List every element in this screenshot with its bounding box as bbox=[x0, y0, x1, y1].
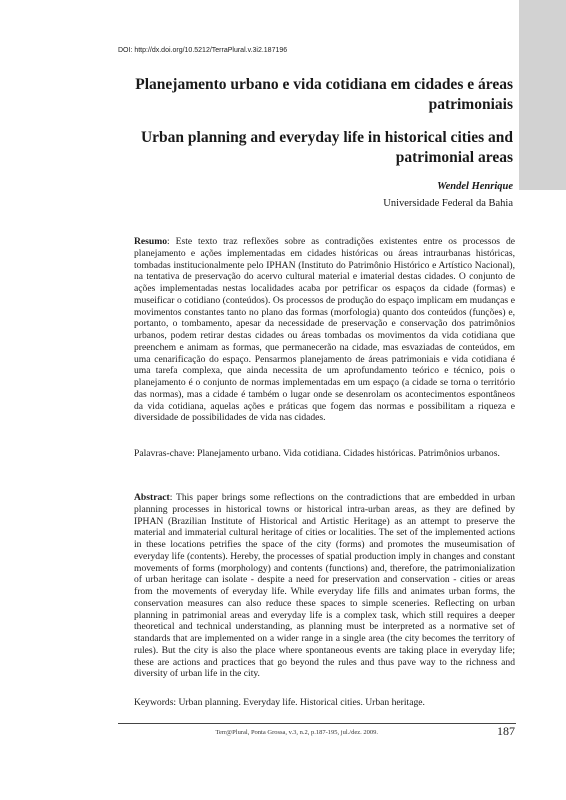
abstract-text: : This paper brings some reflections on the contradictions that are embedded in urban planning processes in historical towns or historical intra-urban areas, as they are defined by IPHAN (Brazilian Institute of Historical and Artistic Heritage) as an attempt to preserve the material and immaterial cultural heritage of cities or localities. The set of the implemented actions in these locations petrifies the space of the city (forms) and promotes the museumisation of everyday life (contents). Hereby, the processes of spatial production imply in changes and constant movements of forms (morphology) and contents (functions) and, therefore, the patrimonialization of urban heritage can isolate - despite a need for preservation and conservation - cities or areas from the movements of everyday life. While everyday life fills and animates urban forms, the conservation measures can also reduce these spaces to simple sceneries. Reflecting on urban planning in patrimonial areas and everyday life is a complex task, which still requires a deeper theoretical and technical understanding, as planning must be interpreted as a normative set of standards that are implemented on a wider range in a single area (the city becomes the territory of rules). But the city is also the place where spontaneous events are taking place in everyday life; these are actions and practices that go beyond the rules and thus pave way to the richness and diversity of urban life in the city. bbox=[134, 492, 515, 680]
abstract-paragraph bbox=[134, 492, 515, 680]
title-english: Urban planning and everyday life in historical cities and patrimonial areas bbox=[140, 129, 513, 166]
page-number: 187 bbox=[497, 724, 515, 738]
keywords: Keywords: Urban planning. Everyday life. Historical cities. Urban heritage. bbox=[134, 697, 425, 708]
resumo-paragraph bbox=[134, 236, 515, 424]
side-band bbox=[519, 0, 566, 190]
title-portuguese: Planejamento urbano e vida cotidiana em cidades e áreas patrimoniais bbox=[135, 76, 513, 113]
doi-line[interactable]: DOI: http://dx.doi.org/10.5212/TerraPlural.v.3i2.187196 bbox=[118, 47, 288, 54]
palavras-chave: Palavras-chave: Planejamento urbano. Vida cotidiana. Cidades históricas. Patrimônios urbanos. bbox=[134, 448, 500, 459]
footer-citation: Terr@Plural, Ponta Grossa, v.3, n.2, p.187-195, jul./dez. 2009. bbox=[215, 729, 378, 736]
abstract-label: Abstract bbox=[134, 492, 170, 503]
resumo-text: : Este texto traz reflexões sobre as contradições existentes entre os processos de planejamento e ações implementadas em cidades históricas ou áreas intraurbanas históricas, tombadas institucionalmente pelo IPHAN (Instituto do Patrimônio Histórico e Artístico Nacional), na tentativa de preservação do acervo cultural material e imaterial destas cidades. O conjunto de ações implementadas nestas localidades acaba por petrificar os espaços da cidade (formas) e museificar o cotidiano (conteúdos). Os processos de produção do espaço implicam em mudanças e movimentos constantes tanto no plano das formas (morfologia) quanto dos conteúdos (funções) e, portanto, o tombamento, apesar da necessidade de preservação e conservação dos patrimônios urbanos, podem retirar destas cidades ou áreas tombadas os movimentos da vida cotidiana que preenchem e animam as formas, que permanecerão na cidade, mas esvaziadas de conteúdos, em uma cenarificação do espaço. Pensarmos planejamento de áreas patrimoniais e vida cotidiana é uma tarefa complexa, que ainda necessita de um aprofundamento teórico e técnico, pois o planejamento é o conjunto de normas implementadas em um espaço (a cidade se torna o território das normas), mas a cidade é também o lugar onde se desenrolam os acontecimentos espontâneos da vida cotidiana, aquelas ações e práticas que fogem das normas e possibilitam a riqueza e diversidade de possibilidades de vida nas cidades. bbox=[134, 236, 515, 424]
author-name: Wendel Henrique bbox=[437, 181, 513, 192]
resumo-label: Resumo bbox=[134, 236, 168, 247]
author-affiliation: Universidade Federal da Bahia bbox=[383, 198, 513, 209]
footer-rule bbox=[118, 723, 516, 724]
